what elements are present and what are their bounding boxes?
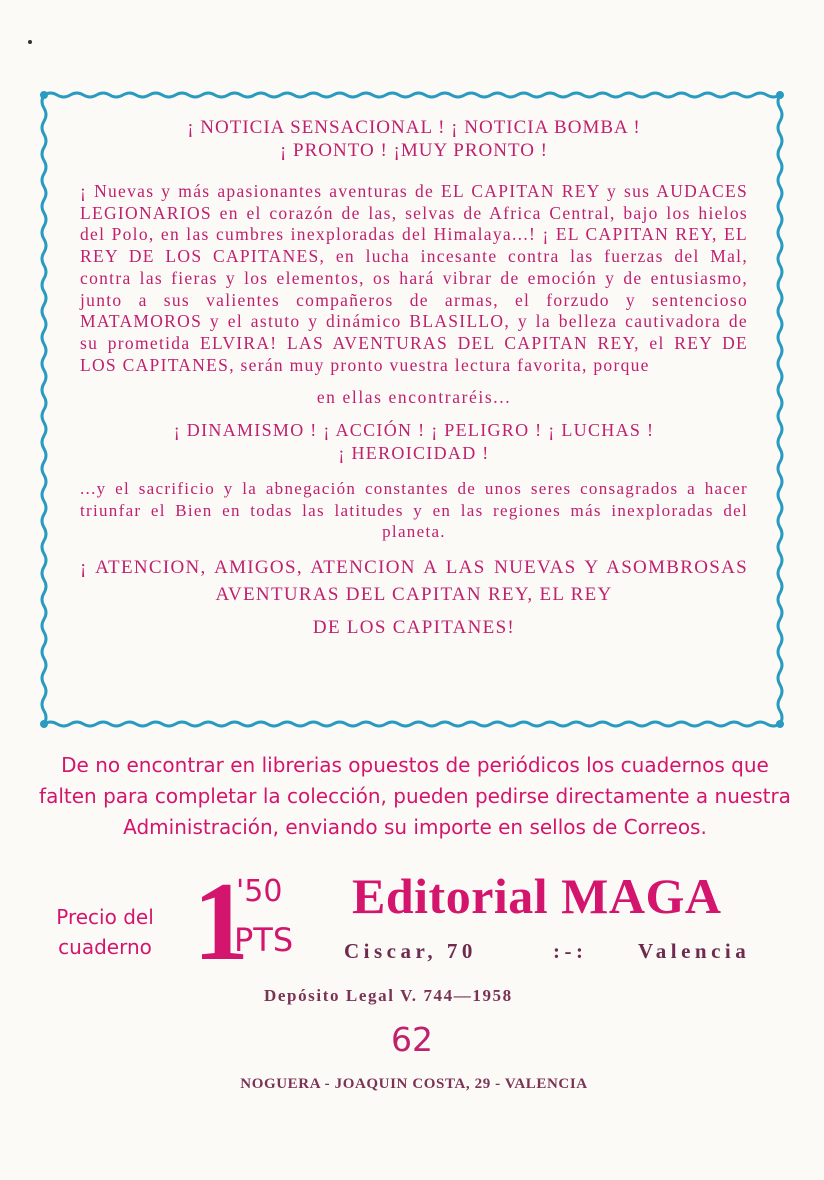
price-label-line-2: cuaderno	[58, 935, 152, 959]
page-number: 62	[391, 1020, 433, 1059]
final-call: ¡ ATENCION, AMIGOS, ATENCION A LAS NUEVAS Y ASOMBROSAS AVENTURAS DEL CAPITAN REY, EL REY	[80, 556, 748, 605]
paragraph-sacrifice: ...y el sacrificio y la abnegación constantes de unos seres consagrados a hacer triunfar el Bien en todas las latitudes y en las regiones más inexploradas del planeta.	[80, 479, 748, 542]
publisher-address: Ciscar, 70	[344, 939, 477, 963]
border-corner-knot	[40, 91, 48, 99]
publisher-name: Editorial MAGA	[352, 868, 722, 924]
border-rope-vertical	[778, 95, 782, 724]
address-separator: :-:	[553, 939, 588, 963]
border-corner-knot	[776, 720, 784, 728]
border-corner-knot	[776, 91, 784, 99]
cries-line-2: ¡ HEROICIDAD !	[338, 443, 490, 464]
legal-deposit: Depósito Legal V. 744—1958	[264, 986, 513, 1005]
border-rope-horizontal	[44, 93, 780, 97]
ordering-notice: De no encontrar en librerias opuestos de periódicos los cuadernos que falten para completar la colección, pueden pedirse directamente a nuestra Administración, enviando su importe en sellos de Correos.	[39, 753, 791, 839]
price-label	[40, 902, 170, 962]
price-whole: 1	[193, 860, 249, 984]
paragraph-adventures: ¡ Nuevas y más apasionantes aventuras de EL CAPITAN REY y sus AUDACES LEGIONARIOS en el corazón de las, selvas de Africa Central, bajo los hielos del Polo, en las cumbres inexploradas del Himalaya...! ¡ EL CAPITAN REY, EL REY DE LOS CAPITANES, en lucha incesante contra las fuerzas del Mal, contra las fieras y los elementos, os hará vibrar de emoción y de entusiasmo, junto a sus valientes compañeros de armas, el forzudo y sentencioso MATAMOROS y el astuto y dinámico BLASILLO, y la belleza cautivadora de su prometida ELVIRA! LAS AVENTURAS DEL CAPITAN REY, el REY DE LOS CAPITANES, serán muy pronto vuestra lectura favorita, porque	[80, 181, 748, 375]
price-currency: PTS	[234, 921, 294, 959]
announcement-box	[80, 116, 748, 641]
price-fraction: '50	[236, 874, 283, 909]
publisher-city: Valencia	[638, 939, 751, 963]
cries-line-1: ¡ DINAMISMO ! ¡ ACCIÓN ! ¡ PELIGRO ! ¡ LUCHAS !	[173, 420, 655, 441]
border-rope-vertical	[42, 95, 46, 724]
printer-imprint: NOGUERA - JOAQUIN COSTA, 29 - VALENCIA	[240, 1076, 588, 1092]
paragraph-adventures-end: en ellas encontraréis...	[316, 387, 512, 408]
final-call-end: DE LOS CAPITANES!	[312, 616, 516, 638]
headline-soon: ¡ PRONTO ! ¡MUY PRONTO !	[279, 140, 549, 161]
headline-sensational: ¡ NOTICIA SENSACIONAL ! ¡ NOTICIA BOMBA !	[187, 117, 641, 138]
border-rope-horizontal	[44, 722, 780, 726]
border-corner-knot	[40, 720, 48, 728]
price-label-line-1: Precio del	[56, 905, 154, 929]
